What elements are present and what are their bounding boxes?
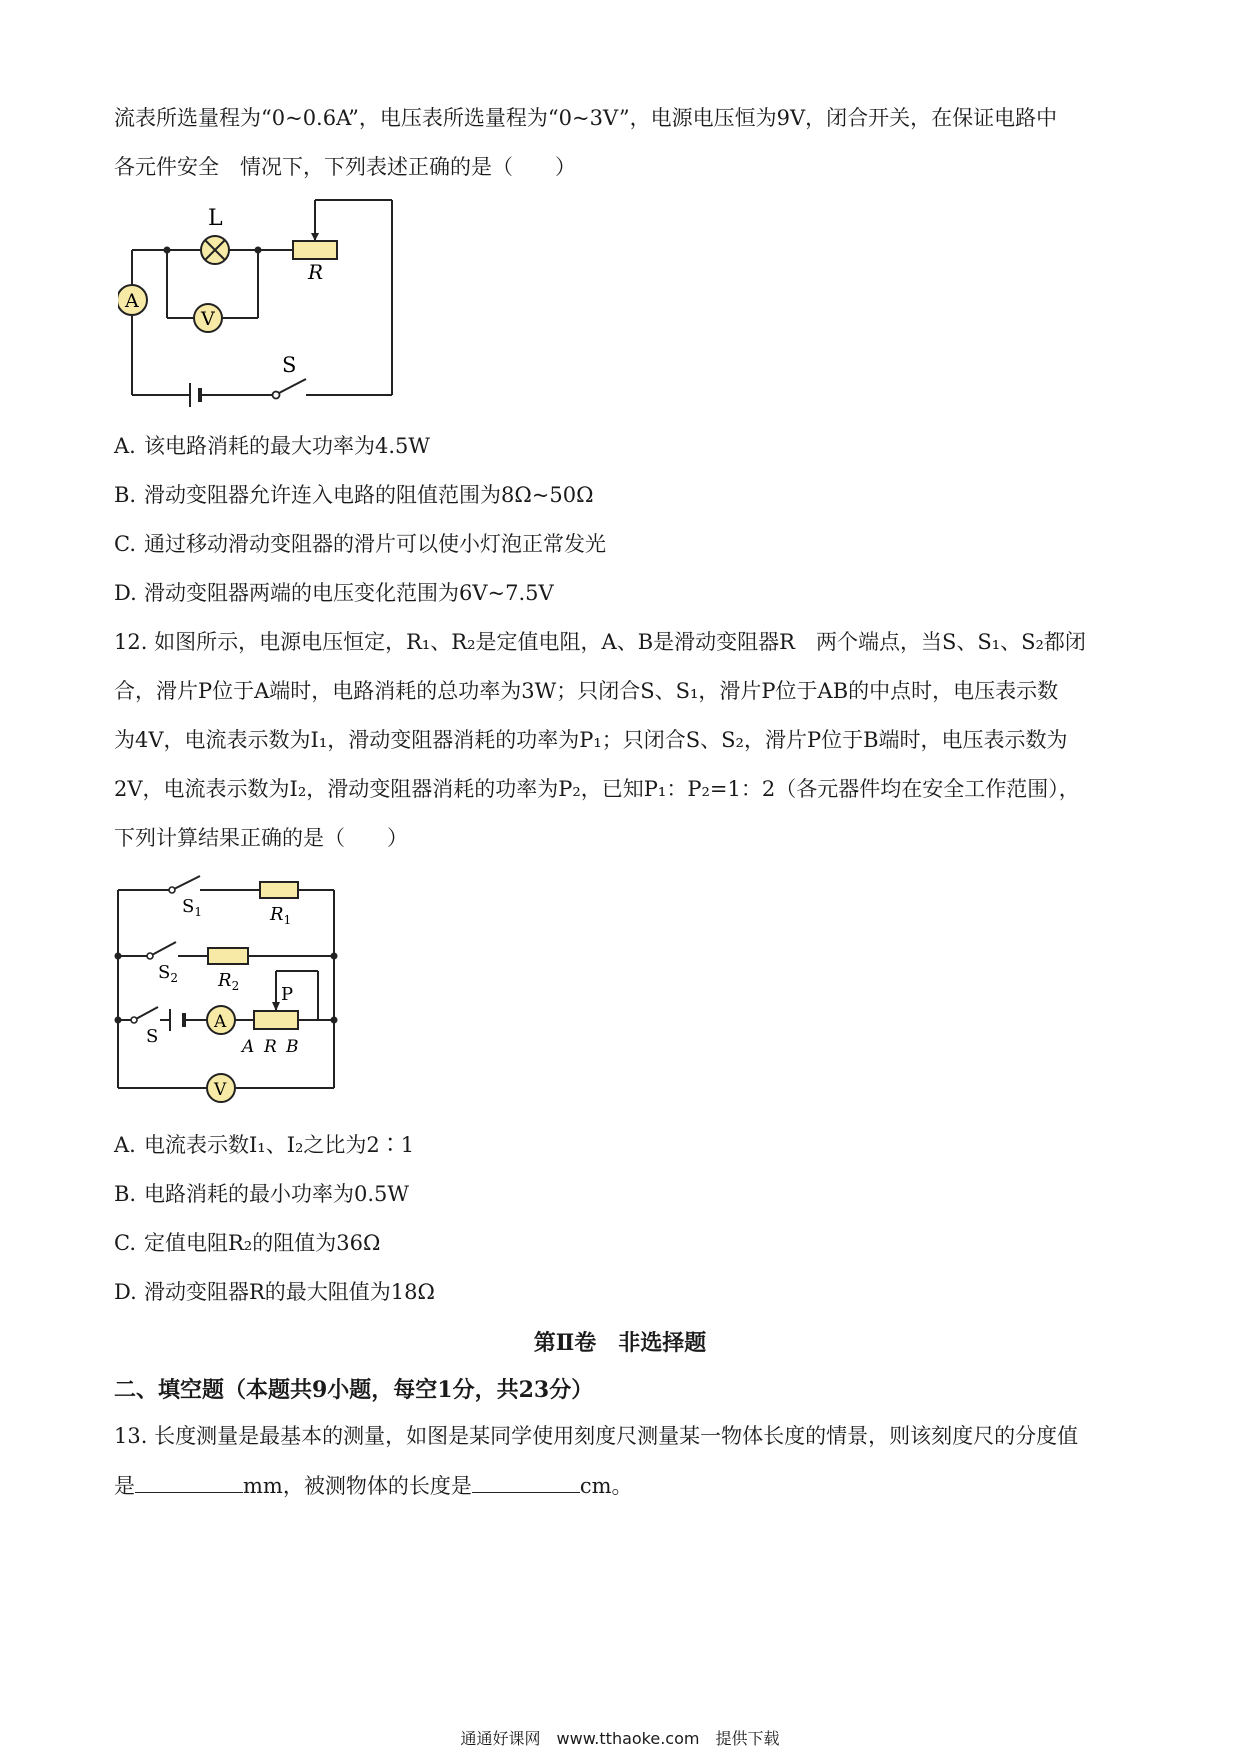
q11-option-c[interactable]: C. 通过移动滑动变阻器的滑片可以使小灯泡正常发光 (114, 532, 606, 556)
ammeter-label: A (214, 1012, 227, 1032)
q12-stem-line5: 下列计算结果正确的是（ ） (114, 826, 408, 850)
q11-stem-line1: 流表所选量程为“0~0.6A”，电压表所选量程为“0~3V”，电源电压恒为9V，闭合开关，在保证电路中 (114, 106, 1058, 130)
lamp-icon (201, 236, 229, 264)
ammeter-label: A (125, 290, 139, 312)
rheostat-label: R (308, 260, 324, 284)
r1-label: $R_1$ (270, 904, 292, 927)
q11-stem-line2: 各元件安全 情况下，下列表述正确的是（ ） (114, 155, 576, 179)
q11-option-d[interactable]: D. 滑动变阻器两端的电压变化范围为6V~7.5V (114, 581, 554, 605)
battery-icon (170, 1009, 184, 1031)
q12-stem-line2: 合，滑片P位于A端时，电路消耗的总功率为3W；只闭合S、S₁，滑片P位于AB的中点时，电压表示数 (114, 679, 1059, 703)
q11-option-a[interactable]: A. 该电路消耗的最大功率为4.5W (114, 434, 430, 458)
q11-option-b[interactable]: B. 滑动变阻器允许连入电路的阻值范围为8Ω~50Ω (114, 483, 594, 507)
s2-label: $S_2$ (158, 962, 178, 985)
voltmeter-label: V (201, 308, 215, 330)
part-title: 二、填空题（本题共9小题，每空1分，共23分） (114, 1377, 594, 1403)
lamp-label: L (208, 206, 223, 231)
q12-option-d[interactable]: D. 滑动变阻器R的最大阻值为18Ω (114, 1280, 435, 1304)
q11-circuit-figure (118, 195, 408, 407)
q12-option-c[interactable]: C. 定值电阻R₂的阻值为36Ω (114, 1231, 381, 1255)
switch-icon (273, 379, 307, 399)
q12-circuit-figure (110, 870, 350, 1110)
switch-label: S (282, 353, 297, 377)
q13-blank-2[interactable] (472, 1470, 580, 1493)
r2-label: $R_2$ (218, 970, 240, 993)
voltmeter-label: V (214, 1080, 227, 1100)
q12-option-a[interactable]: A. 电流表示数I₁、I₂之比为2∶1 (114, 1133, 415, 1157)
end-b-label: B (286, 1037, 299, 1057)
q13-stem-line2: 是 mm，被测物体的长度是 cm。 (114, 1470, 633, 1501)
battery-icon (190, 383, 200, 407)
r2-resistor-icon (208, 948, 248, 964)
q12-stem-line3: 为4V，电流表示数为I₁，滑动变阻器消耗的功率为P₁；只闭合S、S₂，滑片P位于B端时，电压表示数为 (114, 728, 1068, 752)
rheostat-icon (293, 241, 337, 259)
footer: 通通好课网 www.tthaoke.com 提供下载 (460, 1729, 780, 1748)
q12-option-b[interactable]: B. 电路消耗的最小功率为0.5W (114, 1182, 409, 1206)
s1-label: $S_1$ (182, 896, 202, 919)
q12-stem-line1: 12. 如图所示，电源电压恒定，R₁、R₂是定值电阻，A、B是滑动变阻器R 两个端点，当S、S₁、S₂都闭 (114, 630, 1086, 654)
q13-blank-1[interactable] (135, 1470, 243, 1493)
rheostat-label: R (264, 1037, 277, 1057)
r1-resistor-icon (260, 882, 298, 898)
q12-stem-line4: 2V，电流表示数为I₂，滑动变阻器消耗的功率为P₂，已知P₁：P₂=1：2（各元器件均在安全工作范围）， (114, 777, 1080, 801)
s-label: S (146, 1026, 159, 1047)
slider-label: P (281, 984, 294, 1005)
section-title: 第Ⅱ卷 非选择题 (533, 1330, 707, 1356)
q13-stem-line1: 13. 长度测量是最基本的测量，如图是某同学使用刻度尺测量某一物体长度的情景，则该刻度尺的分度值 (114, 1424, 1079, 1448)
rheostat-icon (254, 1011, 298, 1029)
end-a-label: A (242, 1037, 255, 1057)
